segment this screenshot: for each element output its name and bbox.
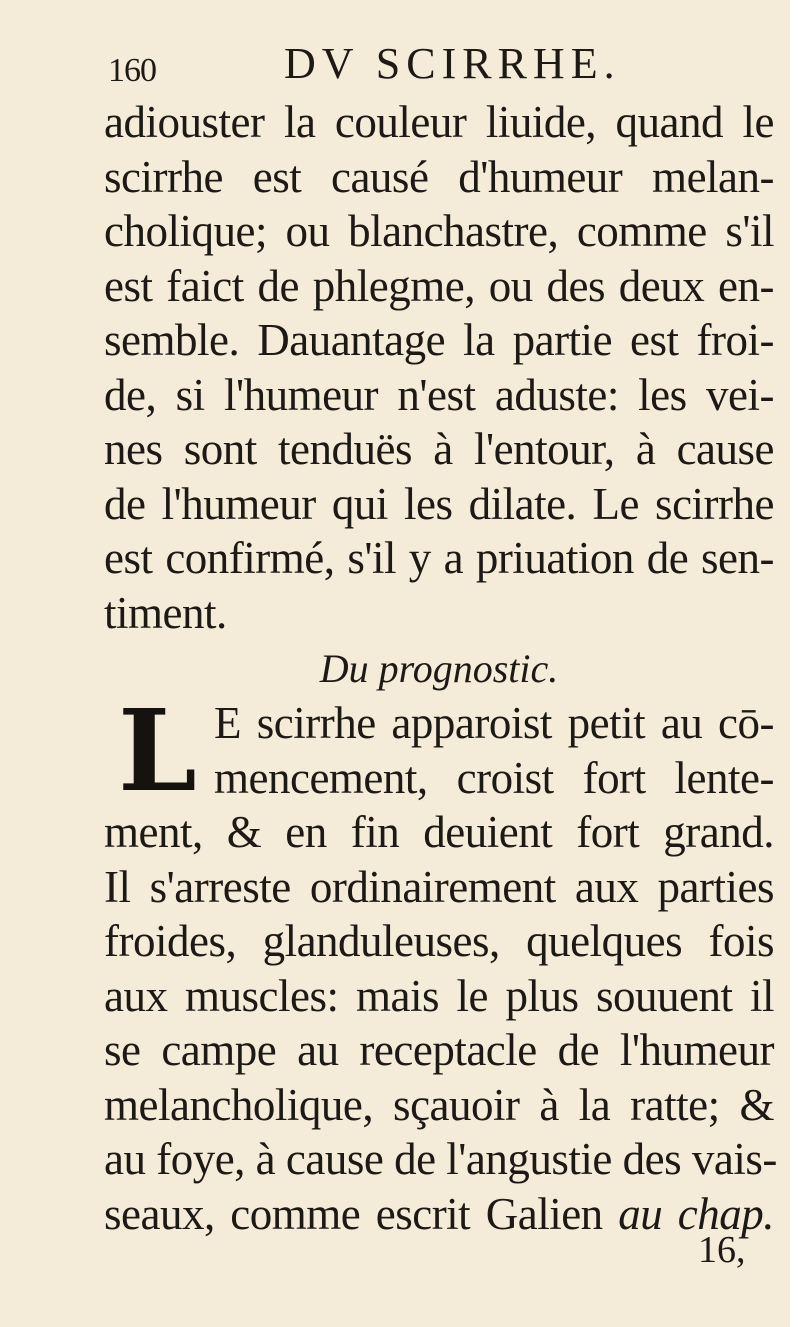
page-number: 160 (108, 52, 156, 89)
text-block (104, 95, 777, 1241)
text-line-last (104, 1187, 774, 1242)
text-line: timent. (104, 587, 227, 638)
text-italic: au chap. (618, 1188, 774, 1239)
text-line: semble. Dauantage la partie est froi- (104, 315, 774, 365)
text-line: nes sont tenduës à l'entour, à cause (104, 424, 774, 474)
text-line: adiouster la couleur liuide, quand le (104, 97, 774, 147)
drop-cap-initial: L (118, 686, 197, 817)
text-roman: seaux, comme escrit Galien (104, 1188, 603, 1239)
page-edge (790, 0, 800, 1327)
text-line: cholique; ou blanchastre, comme s'il (104, 206, 774, 256)
paragraph-prognosis (104, 686, 777, 1241)
text-line: au foye, à cause de l'angustie des vais- (104, 1134, 777, 1184)
text-line: se campe au receptacle de l'humeur (104, 1025, 774, 1075)
running-title: DV SCIRRHE. (284, 39, 621, 88)
text-line: ment, & en fin deuient fort grand. (104, 807, 774, 857)
text-line: Il s'arreste ordinairement aux parties (104, 861, 774, 912)
running-head (108, 38, 628, 98)
text-line: melancholique, sçauoir à la ratte; & (104, 1079, 774, 1130)
catchword: 16, (698, 1229, 746, 1271)
text-line: de, si l'humeur n'est aduste: les vei- (104, 369, 774, 420)
text-line: aux muscles: mais le plus souuent il (104, 970, 774, 1021)
text-line: mencement, croist fort lente- (214, 752, 774, 803)
text-line: scirrhe est causé d'humeur melan- (104, 151, 774, 202)
paragraph-symptoms (104, 95, 774, 640)
text-line: est confirmé, s'il y a priuation de sen- (104, 533, 774, 583)
text-line: froides, glanduleuses, quelques fois (104, 916, 774, 966)
text-line: de l'humeur qui les dilate. Le scirrhe (104, 478, 774, 529)
text-line: est faict de phlegme, ou des deux en- (104, 260, 774, 311)
section-heading: Du prognostic. (319, 646, 559, 691)
text-line: E scirrhe apparoist petit au cō- (214, 698, 774, 748)
